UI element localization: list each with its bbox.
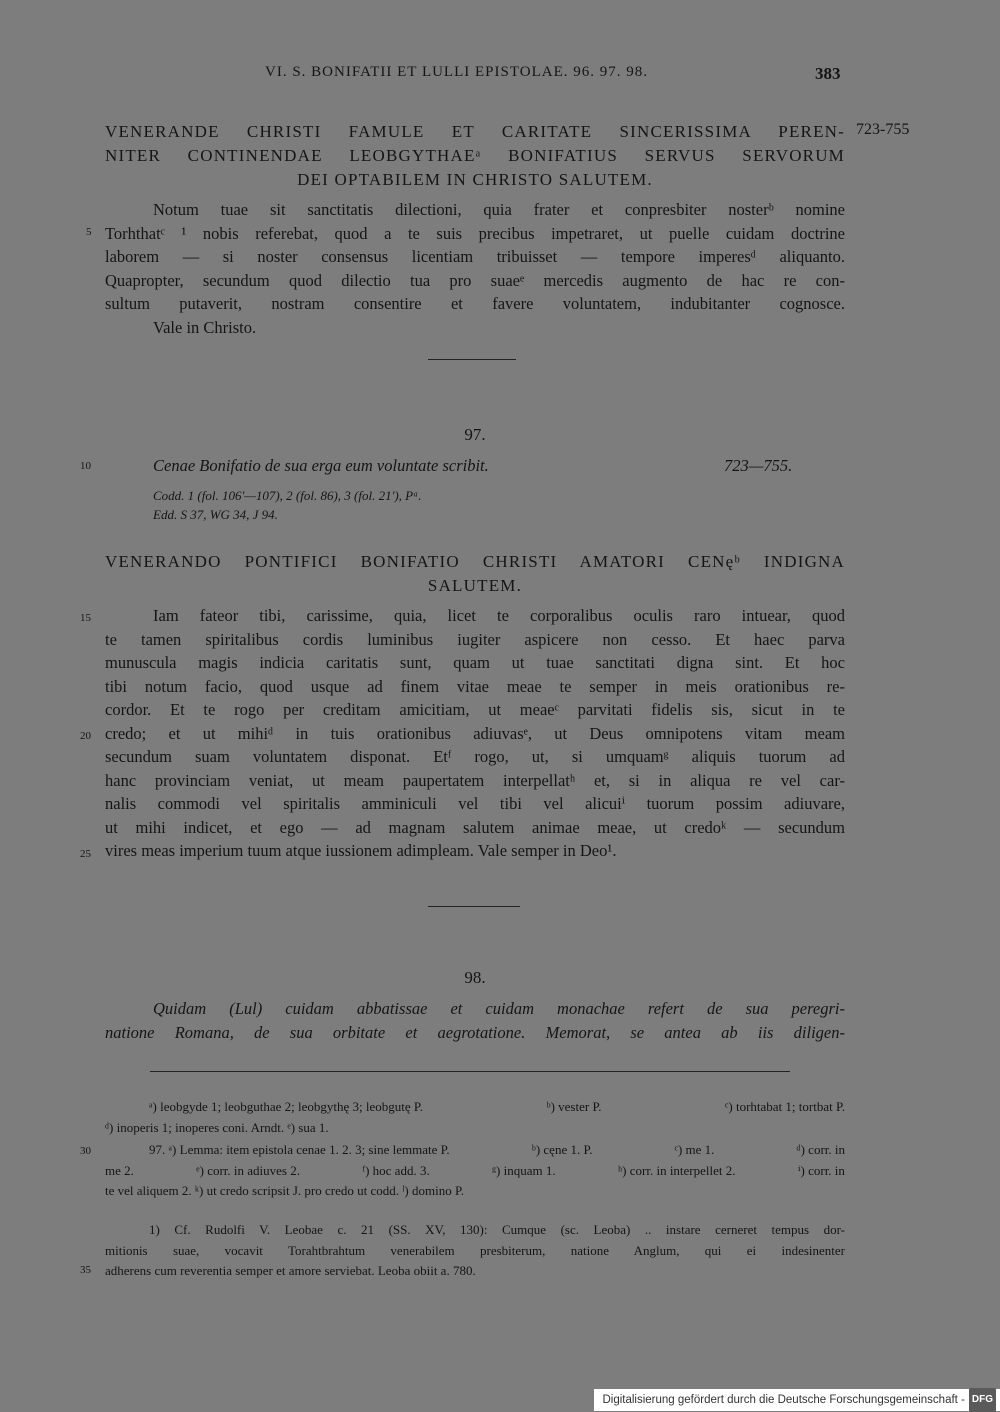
- line-number: 10: [80, 460, 91, 472]
- letter96-body: [105, 198, 845, 339]
- body-line: laborem — si noster consensus licentiam tribuisset — tempore imperesᵈ aliquanto.: [105, 247, 845, 266]
- footnote: ᵇ) vester P.: [546, 1099, 602, 1114]
- letter97-date: 723—755.: [724, 456, 793, 475]
- footnote-line: [105, 1097, 845, 1118]
- letter97-salutation: [105, 550, 845, 598]
- funding-banner: [594, 1389, 1000, 1411]
- body-line: Vale in Christo.: [153, 317, 257, 337]
- body-line: munuscula magis indicia caritatis sunt, quam ut tuae sanctitati digna sint. Et hoc: [105, 653, 845, 672]
- salutation-line: DEI OPTABILEM IN CHRISTO SALUTEM.: [297, 170, 653, 189]
- footnote: ᵇ) cęne 1. P.: [531, 1142, 593, 1157]
- footnote: ᵉ) corr. in adiuves 2.: [196, 1162, 300, 1178]
- body-line: Quapropter, secundum quod dilectio tua pro suaeᵉ mercedis augmento de hac re con-: [105, 270, 845, 290]
- dfg-logo: DFG: [969, 1388, 996, 1412]
- running-title: VI. S. BONIFATII ET LULLI EPISTOLAE. 96. 97. 98.: [265, 64, 648, 80]
- line-number: 30: [80, 1145, 91, 1157]
- body-line: tibi notum facio, quod usque ad finem vitae meae te semper in meis orationibus re-: [105, 676, 845, 696]
- body-line: credo; et ut mihiᵈ in tuis orationibus adiuvasᵉ, ut Deus omnipotens vitam meam: [105, 723, 845, 743]
- footnotes-97: [105, 1140, 845, 1202]
- body-line: te tamen spiritalibus cordis luminibus iugiter aspicere non cesso. Et haec parva: [105, 629, 845, 649]
- note-line: adherens cum reverentia semper et amore serviebat. Leoba obiit a. 780.: [105, 1263, 476, 1278]
- letter98-summary: [105, 997, 845, 1044]
- line-number: 20: [80, 730, 91, 742]
- summary-line: Quidam (Lul) cuidam abbatissae et cuidam monachae refert de sua peregri-: [153, 999, 845, 1018]
- footnote-rule: [150, 1071, 790, 1072]
- footnote: 97. ᵃ) Lemma: item epistola cenae 1. 2. 3; sine lemmate P.: [149, 1142, 450, 1157]
- body-line: hanc provinciam veniat, ut meam paupertatem interpellatʰ et, si in aliqua re vel car-: [105, 770, 845, 790]
- section-divider: [428, 359, 516, 360]
- letter96-date: 723-755: [856, 121, 910, 138]
- footnote-line: [105, 1140, 845, 1161]
- body-line: sultum putaverit, nostram consentire et favere voluntatem, indubitanter cognosce.: [105, 294, 845, 313]
- letter97-codices: Codd. 1 (fol. 106'—107), 2 (fol. 86), 3 (fol. 21'), Pᵃ.: [153, 488, 422, 503]
- footnote-line: ᵈ) inoperis 1; inoperes coni. Arndt. ᵉ) sua 1.: [105, 1119, 329, 1135]
- footnote: ᵃ) leobgyde 1; leobguthae 2; leobgythę 3; leobgutę P.: [149, 1099, 423, 1114]
- body-line: secundum suam voluntatem disponat. Etᶠ rogo, ut, si umquamᵍ aliquis tuorum ad: [105, 747, 845, 766]
- letter98-number: 98.: [464, 968, 486, 987]
- body-line: cordor. Et te rogo per creditam amicitiam, ut meaeᶜ parvitati fidelis sis, sicut in te: [105, 700, 845, 719]
- funding-text: Digitalisierung gefördert durch die Deutsche Forschungsgemeinschaft -: [602, 1394, 965, 1406]
- body-line: Notum tuae sit sanctitatis dilectioni, quia frater et conpresbiter nosterᵇ nomine: [153, 200, 845, 219]
- footnotes-96: [105, 1097, 845, 1138]
- footnote: ⁱ) corr. in: [797, 1162, 845, 1178]
- line-number: 15: [80, 612, 91, 624]
- letter97-editions: Edd. S 37, WG 34, J 94.: [153, 507, 278, 522]
- letter97-number: 97.: [464, 425, 486, 444]
- note-line: mitionis suae, vocavit Torahtbrahtum venerabilem presbiterum, natione Anglum, qui ei indesinenter: [105, 1242, 845, 1258]
- summary-line: natione Romana, de sua orbitate et aegrotatione. Memorat, se antea ab iis diligen-: [105, 1022, 845, 1042]
- body-line: vires meas imperium tuum atque iussionem adimpleam. Vale semper in Deo¹.: [105, 841, 617, 860]
- body-line: ut mihi indicet, et ego — ad magnam salutem animae meae, ut credoᵏ — secundum: [105, 817, 845, 837]
- salutation-line: SALUTEM.: [427, 576, 523, 595]
- footnote: ᶜ) torhtabat 1; tortbat P.: [725, 1099, 845, 1114]
- salutation-line: NITER CONTINENDAE LEOBGYTHAEᵃ BONIFATIUS SERVUS SERVORUM: [105, 146, 845, 165]
- page-number: 383: [815, 64, 841, 83]
- letter97-body: [105, 604, 845, 863]
- footnote: ʰ) corr. in interpellet 2.: [617, 1162, 736, 1178]
- salutation-line: VENERANDE CHRISTI FAMULE ET CARITATE SINCERISSIMA PEREN-: [105, 122, 845, 141]
- line-number: 25: [80, 848, 91, 860]
- footnote: ᵈ) corr. in: [796, 1142, 845, 1157]
- footnote-note-1: [105, 1220, 845, 1282]
- footnote: ᶜ) me 1.: [674, 1142, 715, 1157]
- letter96-salutation: [105, 120, 845, 192]
- body-line: Torhthatᶜ ¹ nobis referebat, quod a te suis precibus impetraret, ut puelle cuidam doctrine: [105, 223, 845, 243]
- footnote-line: te vel aliquem 2. ᵏ) ut credo scripsit J. pro credo ut codd. ˡ) domino P.: [105, 1183, 464, 1198]
- footnote: me 2.: [105, 1162, 134, 1178]
- note-line: 1) Cf. Rudolfi V. Leobae c. 21 (SS. XV, 130): Cumque (sc. Leoba) .. instare cerneret tempus dor-: [149, 1222, 845, 1237]
- footnote: ᶠ) hoc add. 3.: [362, 1162, 430, 1178]
- body-line: Iam fateor tibi, carissime, quia, licet te corporalibus oculis raro intuear, quod: [153, 606, 845, 625]
- line-number: 35: [80, 1264, 91, 1276]
- body-line: nalis commodi vel spiritalis amminiculi vel tibi vel alicuiⁱ tuorum possim adiuvare,: [105, 794, 845, 813]
- letter97-summary: Cenae Bonifatio de sua erga eum voluntate scribit.: [153, 456, 489, 475]
- footnote-line: [105, 1161, 845, 1182]
- salutation-line: VENERANDO PONTIFICI BONIFATIO CHRISTI AMATORI CENęᵇ INDIGNA: [105, 552, 845, 571]
- section-divider: [428, 906, 520, 907]
- footnote: ᵍ) inquam 1.: [492, 1162, 556, 1178]
- line-number: 5: [86, 226, 92, 238]
